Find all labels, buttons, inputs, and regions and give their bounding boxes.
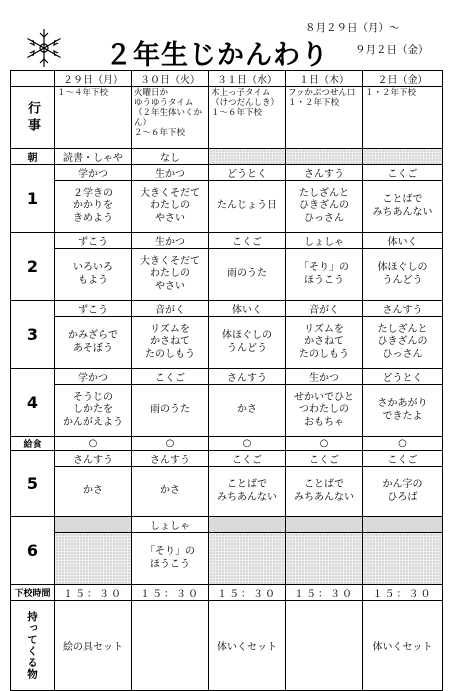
content-cell: 体ほぐしの うんどう bbox=[363, 249, 443, 301]
period-content-row bbox=[11, 467, 443, 517]
subject-cell: さんすう bbox=[55, 451, 132, 467]
content-cell bbox=[55, 533, 132, 585]
lunch-cell: ○ bbox=[55, 437, 132, 451]
morning-cell: なし bbox=[132, 149, 209, 165]
day-header: ２日（金） bbox=[363, 71, 443, 87]
period-subject-row bbox=[11, 233, 443, 249]
subject-cell bbox=[286, 517, 363, 533]
content-cell: 大きくそだて わたしの やさい bbox=[132, 181, 209, 233]
period-subject-row bbox=[11, 517, 443, 533]
content-cell: かさ bbox=[55, 467, 132, 517]
timetable bbox=[10, 70, 443, 691]
dismissal-time: １５：３０ bbox=[286, 585, 363, 601]
content-cell: さかあがり できたよ bbox=[363, 385, 443, 437]
period-label: 4 bbox=[11, 369, 55, 437]
period-content-row bbox=[11, 181, 443, 233]
snowflake-icon bbox=[22, 26, 66, 70]
subject-cell: 生かつ bbox=[132, 233, 209, 249]
content-cell: そうじの しかたを かんがえよう bbox=[55, 385, 132, 437]
content-cell: 「そり」の ほうこう bbox=[286, 249, 363, 301]
events-cell: 火曜日か ゆうゆうタイム （２年生体いくか ん） ２～６年下校 bbox=[132, 87, 209, 149]
period-subject-row bbox=[11, 451, 443, 467]
subject-cell: どうとく bbox=[209, 165, 286, 181]
period-label: 5 bbox=[11, 451, 55, 517]
subject-cell bbox=[55, 517, 132, 533]
morning-cell bbox=[209, 149, 286, 165]
events-cell: １～４年下校 bbox=[55, 87, 132, 149]
subject-cell: こくご bbox=[209, 451, 286, 467]
belongings-cell: 体いくセット bbox=[209, 601, 286, 691]
belongings-cell: 絵の具セット bbox=[55, 601, 132, 691]
events-row bbox=[11, 87, 443, 149]
day-header: １日（木） bbox=[286, 71, 363, 87]
subject-cell: しょしゃ bbox=[286, 233, 363, 249]
subject-cell: こくご bbox=[363, 451, 443, 467]
subject-cell bbox=[209, 517, 286, 533]
lunch-cell: ○ bbox=[209, 437, 286, 451]
period-label: 1 bbox=[11, 165, 55, 233]
subject-cell: さんすう bbox=[209, 369, 286, 385]
dismissal-time: １５：３０ bbox=[132, 585, 209, 601]
subject-cell: 体いく bbox=[363, 233, 443, 249]
content-cell: 雨のうた bbox=[209, 249, 286, 301]
events-cell: フッかぶつせん口 １・２年下校 bbox=[286, 87, 363, 149]
content-cell: リズムを かさねて たのしもう bbox=[286, 317, 363, 369]
morning-row bbox=[11, 149, 443, 165]
period-content-row bbox=[11, 385, 443, 437]
content-cell: リズムを かさねて たのしもう bbox=[132, 317, 209, 369]
content-cell: かみざらで あそぼう bbox=[55, 317, 132, 369]
lunch-cell: ○ bbox=[286, 437, 363, 451]
subject-cell: こくご bbox=[363, 165, 443, 181]
events-cell: １・２年下校 bbox=[363, 87, 443, 149]
content-cell: 「そり」の ほうこう bbox=[132, 533, 209, 585]
content-cell: かさ bbox=[132, 467, 209, 517]
events-label-cell bbox=[11, 87, 55, 149]
lunch-label: 給食 bbox=[11, 437, 55, 451]
dismissal-time: １５：３０ bbox=[209, 585, 286, 601]
subject-cell: さんすう bbox=[132, 451, 209, 467]
content-cell: いろいろ もよう bbox=[55, 249, 132, 301]
lunch-cell: ○ bbox=[363, 437, 443, 451]
content-cell: ことばで みちあんない bbox=[363, 181, 443, 233]
belongings-cell: 体いくセット bbox=[363, 601, 443, 691]
subject-cell: 学かつ bbox=[55, 165, 132, 181]
subject-cell: ずこう bbox=[55, 233, 132, 249]
lunch-cell: ○ bbox=[132, 437, 209, 451]
title-area bbox=[10, 8, 442, 70]
morning-label: 朝 bbox=[11, 149, 55, 165]
subject-cell: 学かつ bbox=[55, 369, 132, 385]
subject-cell: 音がく bbox=[286, 301, 363, 317]
period-label: 2 bbox=[11, 233, 55, 301]
subject-cell bbox=[363, 517, 443, 533]
day-header: ２９日（月） bbox=[55, 71, 132, 87]
day-header: ３０日（火） bbox=[132, 71, 209, 87]
content-cell: ことばで みちあんない bbox=[209, 467, 286, 517]
content-cell: たんじょう日 bbox=[209, 181, 286, 233]
belongings-row bbox=[11, 601, 443, 691]
content-cell: かさ bbox=[209, 385, 286, 437]
dismissal-label: 下校時間 bbox=[11, 585, 55, 601]
subject-cell: どうとく bbox=[363, 369, 443, 385]
events-label: 行事 bbox=[25, 100, 40, 135]
events-cell: 木上っ子タイム （けつだんしき） １～６年下校 bbox=[209, 87, 286, 149]
belongings-label: 持ってくる物 bbox=[26, 611, 38, 680]
subject-cell: 音がく bbox=[132, 301, 209, 317]
day-header: ３１日（水） bbox=[209, 71, 286, 87]
content-cell: たしざんと ひきざんの ひっさん bbox=[363, 317, 443, 369]
period-content-row bbox=[11, 249, 443, 301]
period-subject-row bbox=[11, 165, 443, 181]
dismissal-row bbox=[11, 585, 443, 601]
content-cell: 大きくそだて わたしの やさい bbox=[132, 249, 209, 301]
content-cell bbox=[363, 533, 443, 585]
lunch-row bbox=[11, 437, 443, 451]
corner-cell bbox=[11, 71, 55, 87]
morning-cell: 読書・しゃや bbox=[55, 149, 132, 165]
period-subject-row bbox=[11, 369, 443, 385]
content-cell: たしざんと ひきざんの ひっさん bbox=[286, 181, 363, 233]
content-cell bbox=[286, 533, 363, 585]
content-cell: かん字の ひろば bbox=[363, 467, 443, 517]
date-range-end: ９月２日（金） bbox=[355, 44, 429, 56]
subject-cell: しょしゃ bbox=[132, 517, 209, 533]
date-range-start: ８月２９日（月）～ bbox=[305, 22, 400, 34]
day-header-row bbox=[11, 71, 443, 87]
period-subject-row bbox=[11, 301, 443, 317]
subject-cell: 体いく bbox=[209, 301, 286, 317]
content-cell: せかいでひと つわたしの おもちゃ bbox=[286, 385, 363, 437]
subject-cell: ずこう bbox=[55, 301, 132, 317]
dismissal-time: １５：３０ bbox=[55, 585, 132, 601]
belongings-label-cell bbox=[11, 601, 55, 691]
dismissal-time: １５：３０ bbox=[363, 585, 443, 601]
subject-cell: こくご bbox=[132, 369, 209, 385]
belongings-cell bbox=[132, 601, 209, 691]
page-title: ２年生じかんわり bbox=[105, 40, 329, 71]
belongings-cell bbox=[286, 601, 363, 691]
content-cell: 体ほぐしの うんどう bbox=[209, 317, 286, 369]
subject-cell: さんすう bbox=[363, 301, 443, 317]
subject-cell: 生かつ bbox=[286, 369, 363, 385]
content-cell: ２学きの かかりを きめよう bbox=[55, 181, 132, 233]
subject-cell: 生かつ bbox=[132, 165, 209, 181]
subject-cell: こくご bbox=[286, 451, 363, 467]
content-cell bbox=[209, 533, 286, 585]
subject-cell: さんすう bbox=[286, 165, 363, 181]
period-label: 3 bbox=[11, 301, 55, 369]
subject-cell: こくご bbox=[209, 233, 286, 249]
period-label: 6 bbox=[11, 517, 55, 585]
content-cell: 雨のうた bbox=[132, 385, 209, 437]
period-content-row bbox=[11, 533, 443, 585]
morning-cell bbox=[363, 149, 443, 165]
morning-cell bbox=[286, 149, 363, 165]
content-cell: ことばで みちあんない bbox=[286, 467, 363, 517]
period-content-row bbox=[11, 317, 443, 369]
